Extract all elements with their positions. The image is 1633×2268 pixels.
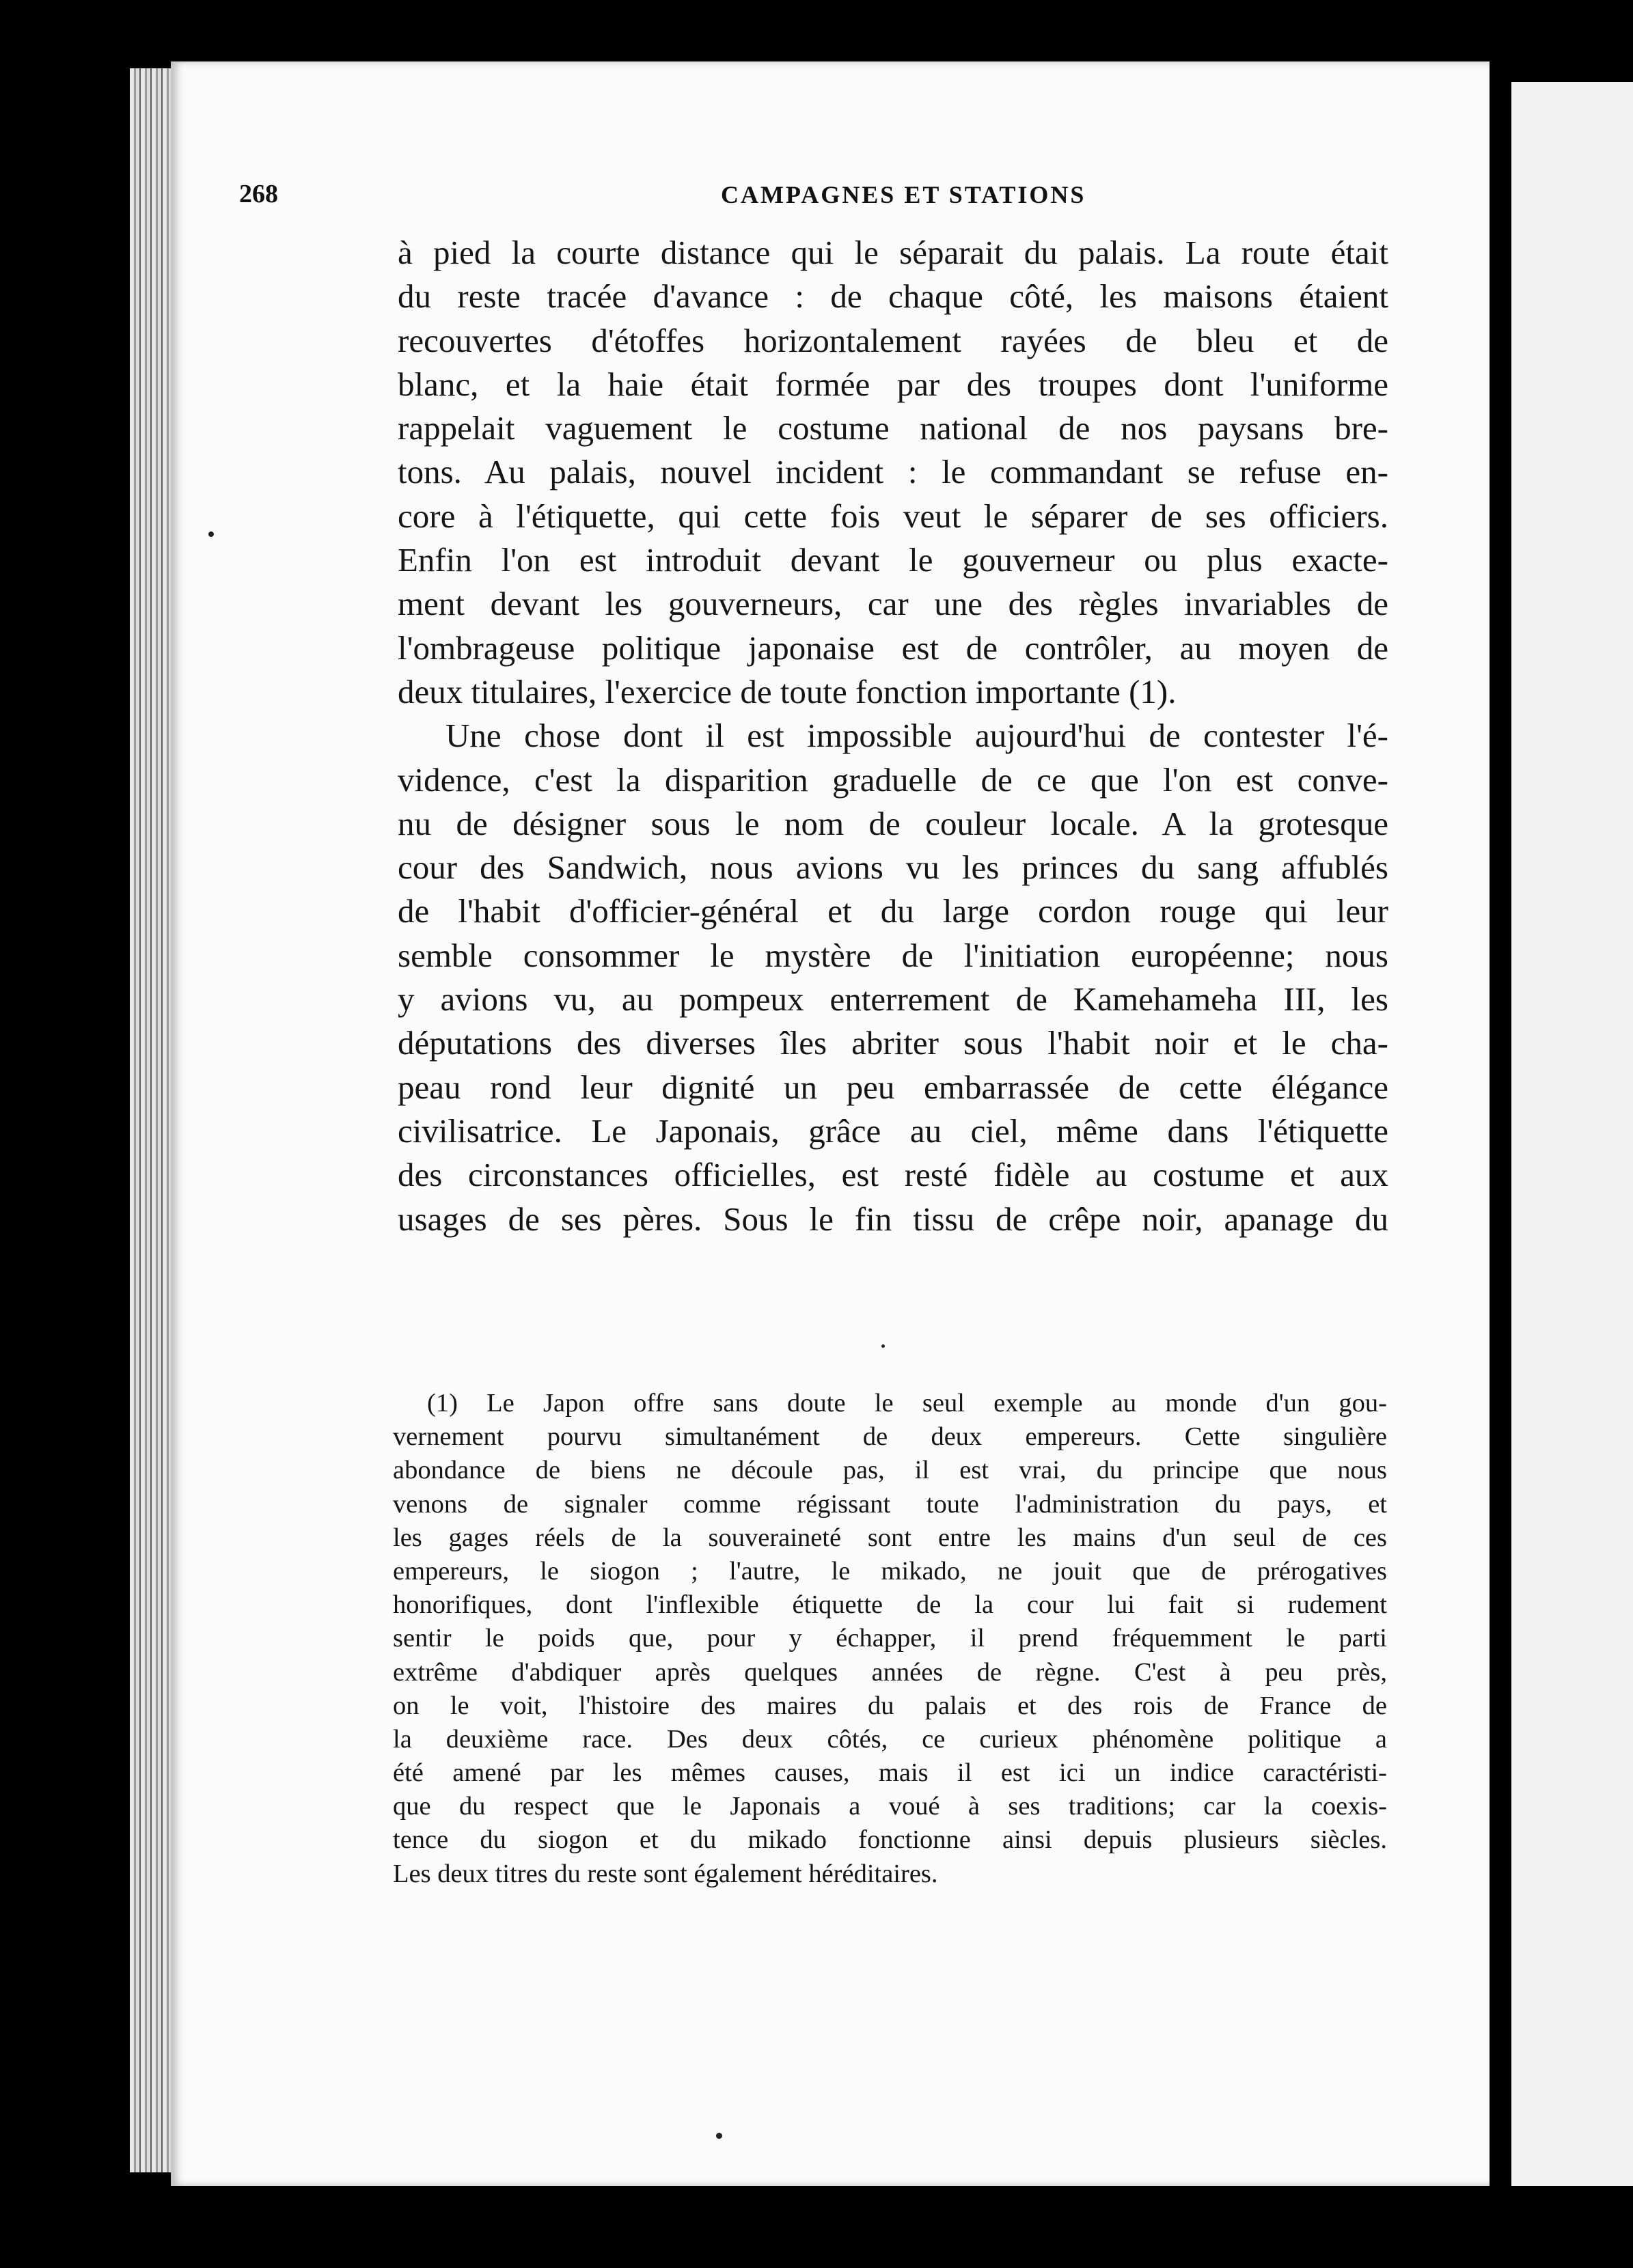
text-line: des circonstances officielles, est resté fidèle au costume et aux <box>398 1156 1388 1194</box>
footnote-line: venons de signaler comme régissant toute l'administration du pays, et <box>393 1489 1387 1519</box>
footnote-line: Les deux titres du reste sont également héréditaires. <box>393 1859 938 1888</box>
text-line: deux titulaires, l'exercice de toute fonction importante (1). <box>398 672 1177 710</box>
footnote-line: honorifiques, dont l'inflexible étiquette de la cour lui fait si rudement <box>393 1590 1387 1620</box>
facing-page <box>1511 82 1633 2186</box>
text-line: usages de ses pères. Sous le fin tissu de crêpe noir, apanage du <box>398 1200 1388 1238</box>
footnote-line: empereurs, le siogon ; l'autre, le mikado, ne jouit que de prérogatives <box>393 1556 1387 1586</box>
footnote-line: (1) Le Japon offre sans doute le seul exemple au monde d'un gou- <box>427 1389 1387 1418</box>
text-line: ment devant les gouverneurs, car une des règles invariables de <box>398 585 1388 623</box>
footnote-line: abondance de biens ne découle pas, il est vrai, du principe que nous <box>393 1456 1387 1485</box>
specks <box>716 2133 722 2139</box>
footnote-line: les gages réels de la souveraineté sont entre les mains d'un seul de ces <box>393 1523 1387 1552</box>
text-line: nu de désigner sous le nom de couleur locale. A la grotesque <box>398 804 1388 842</box>
specks <box>881 1344 885 1348</box>
text-line: vidence, c'est la disparition graduelle de ce que l'on est conve- <box>398 760 1388 799</box>
page-gutter <box>1490 55 1511 2200</box>
text-line: Enfin l'on est introduit devant le gouverneur ou plus exacte- <box>398 541 1388 579</box>
footnote-line: la deuxième race. Des deux côtés, ce curieux phénomène politique a <box>393 1724 1387 1754</box>
footnote-line: sentir le poids que, pour y échapper, il prend fréquemment le parti <box>393 1624 1387 1653</box>
footnote-line: tence du siogon et du mikado fonctionne ainsi depuis plusieurs siècles. <box>393 1825 1387 1855</box>
footnote-line: vernement pourvu simultanément de deux empereurs. Cette singulière <box>393 1422 1387 1452</box>
page-number: 268 <box>239 180 278 208</box>
footnote <box>393 1387 1387 1891</box>
text-line: cour des Sandwich, nous avions vu les princes du sang affublés <box>398 848 1388 887</box>
text-line: semble consommer le mystère de l'initiation européenne; nous <box>398 936 1388 974</box>
text-line: core à l'étiquette, qui cette fois veut le séparer de ses officiers. <box>398 497 1388 535</box>
page-header <box>239 179 1387 220</box>
text-line: blanc, et la haie était formée par des troupes dont l'uniforme <box>398 365 1388 403</box>
text-line: Une chose dont il est impossible aujourd'hui de contester l'é- <box>445 717 1388 755</box>
text-line: y avions vu, au pompeux enterrement de Kamehameha III, les <box>398 980 1388 1019</box>
footnote-line: extrême d'abdiquer après quelques années de règne. C'est à peu près, <box>393 1657 1387 1687</box>
text-line: de l'habit d'officier-général et du large cordon rouge qui leur <box>398 892 1388 930</box>
text-line: du reste tracée d'avance : de chaque côté, les maisons étaient <box>398 277 1388 316</box>
footnote-line: été amené par les mêmes causes, mais il est ici un indice caractéristi- <box>393 1758 1387 1788</box>
body-text <box>398 231 1388 1241</box>
footnote-line: que du respect que le Japonais a voué à ses traditions; car la coexis- <box>393 1792 1387 1821</box>
text-line: tons. Au palais, nouvel incident : le commandant se refuse en- <box>398 453 1388 491</box>
running-head: CAMPAGNES ET STATIONS <box>721 181 1086 208</box>
specks <box>208 531 214 537</box>
text-line: civilisatrice. Le Japonais, grâce au ciel, même dans l'étiquette <box>398 1111 1388 1150</box>
text-line: à pied la courte distance qui le séparait du palais. La route était <box>398 234 1388 271</box>
text-line: l'ombrageuse politique japonaise est de contrôler, au moyen de <box>398 628 1388 667</box>
text-line: députations des diverses îles abriter sous l'habit noir et le cha- <box>398 1024 1388 1062</box>
footnote-line: on le voit, l'histoire des maires du palais et des rois de France de <box>393 1691 1387 1720</box>
text-line: rappelait vaguement le costume national de nos paysans bre- <box>398 409 1388 447</box>
text-line: recouvertes d'étoffes horizontalement rayées de bleu et de <box>398 321 1388 359</box>
text-line: peau rond leur dignité un peu embarrassée de cette élégance <box>398 1068 1388 1106</box>
